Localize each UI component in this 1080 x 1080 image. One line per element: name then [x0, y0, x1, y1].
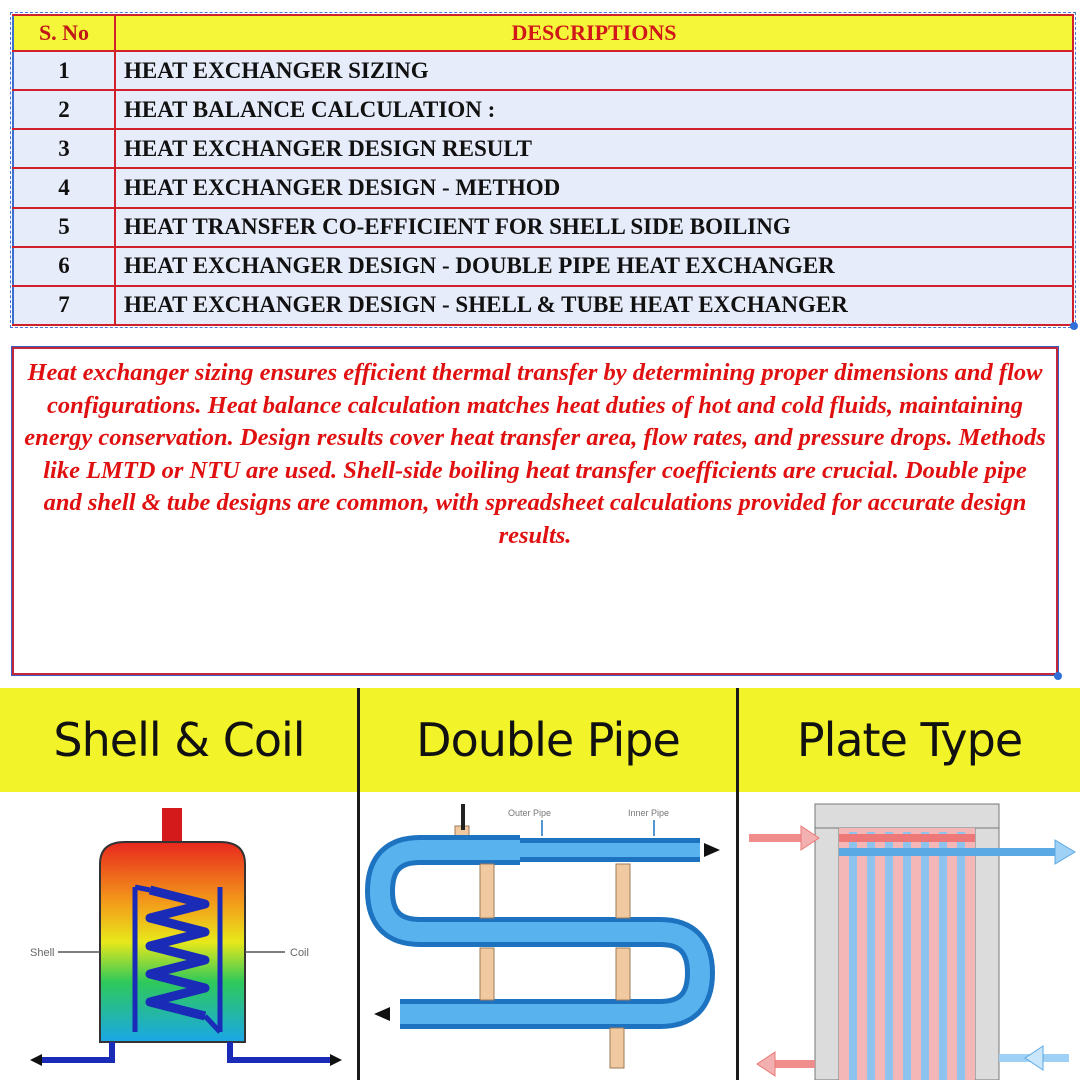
table-row: [13, 51, 1073, 90]
table-row: [13, 129, 1073, 168]
double-pipe-diagram: [360, 792, 736, 1080]
shell-and-coil-diagram: [0, 792, 358, 1080]
row-description: HEAT EXCHANGER DESIGN - DOUBLE PIPE HEAT EXCHANGER: [115, 247, 1073, 286]
row-description: HEAT EXCHANGER DESIGN RESULT: [115, 129, 1073, 168]
table-header-row: [13, 15, 1073, 51]
row-number: 4: [13, 168, 115, 207]
description-text-box: Heat exchanger sizing ensures efficient thermal transfer by determining proper dimensions and flow configurations. Heat balance calculation matches heat duties of hot and cold fluids, maintaining energy conservation. Design results cover heat transfer area, flow rates, and pressure drops. Methods like LMTD or NTU are used. Shell-side boiling heat transfer coefficients are crucial. Double pipe and shell & tube designs are common, with spreadsheet calculations provided for accurate design results.: [12, 347, 1058, 675]
panel-title: Plate Type: [739, 688, 1080, 792]
descriptions-header: DESCRIPTIONS: [115, 15, 1073, 51]
inner-pipe: [380, 850, 700, 1014]
table-row: [13, 90, 1073, 129]
selection-handle[interactable]: [1070, 322, 1078, 330]
table-row: [13, 247, 1073, 286]
row-number: 6: [13, 247, 115, 286]
sno-header: S. No: [13, 15, 115, 51]
outlet-pipes: [40, 1042, 330, 1060]
panel-double-pipe: [360, 688, 736, 1080]
row-description: HEAT TRANSFER CO-EFFICIENT FOR SHELL SIDE BOILING: [115, 208, 1073, 247]
panel-plate-type: [739, 688, 1080, 1080]
panel-title: Shell & Coil: [0, 688, 358, 792]
row-number: 1: [13, 51, 115, 90]
label-shell: Shell: [30, 947, 55, 959]
row-description: HEAT EXCHANGER DESIGN - SHELL & TUBE HEAT EXCHANGER: [115, 286, 1073, 325]
row-description: HEAT EXCHANGER SIZING: [115, 51, 1073, 90]
row-number: 2: [13, 90, 115, 129]
label-coil: Coil: [290, 947, 309, 959]
row-description: HEAT BALANCE CALCULATION :: [115, 90, 1073, 129]
table-row: [13, 168, 1073, 207]
table-row: [13, 208, 1073, 247]
label-inner-pipe: Inner Pipe: [628, 808, 670, 818]
top-nozzle: [162, 808, 182, 842]
table-row: [13, 286, 1073, 325]
panel-title: Double Pipe: [360, 688, 736, 792]
row-number: 3: [13, 129, 115, 168]
row-number: 7: [13, 286, 115, 325]
plate-type-diagram: [739, 792, 1080, 1080]
exchanger-types-image: [0, 688, 1080, 1080]
panel-shell-and-coil: [0, 688, 358, 1080]
selection-handle[interactable]: [1054, 672, 1062, 680]
row-description: HEAT EXCHANGER DESIGN - METHOD: [115, 168, 1073, 207]
row-number: 5: [13, 208, 115, 247]
descriptions-table: [12, 14, 1074, 326]
label-outer-pipe: Outer Pipe: [508, 808, 552, 818]
